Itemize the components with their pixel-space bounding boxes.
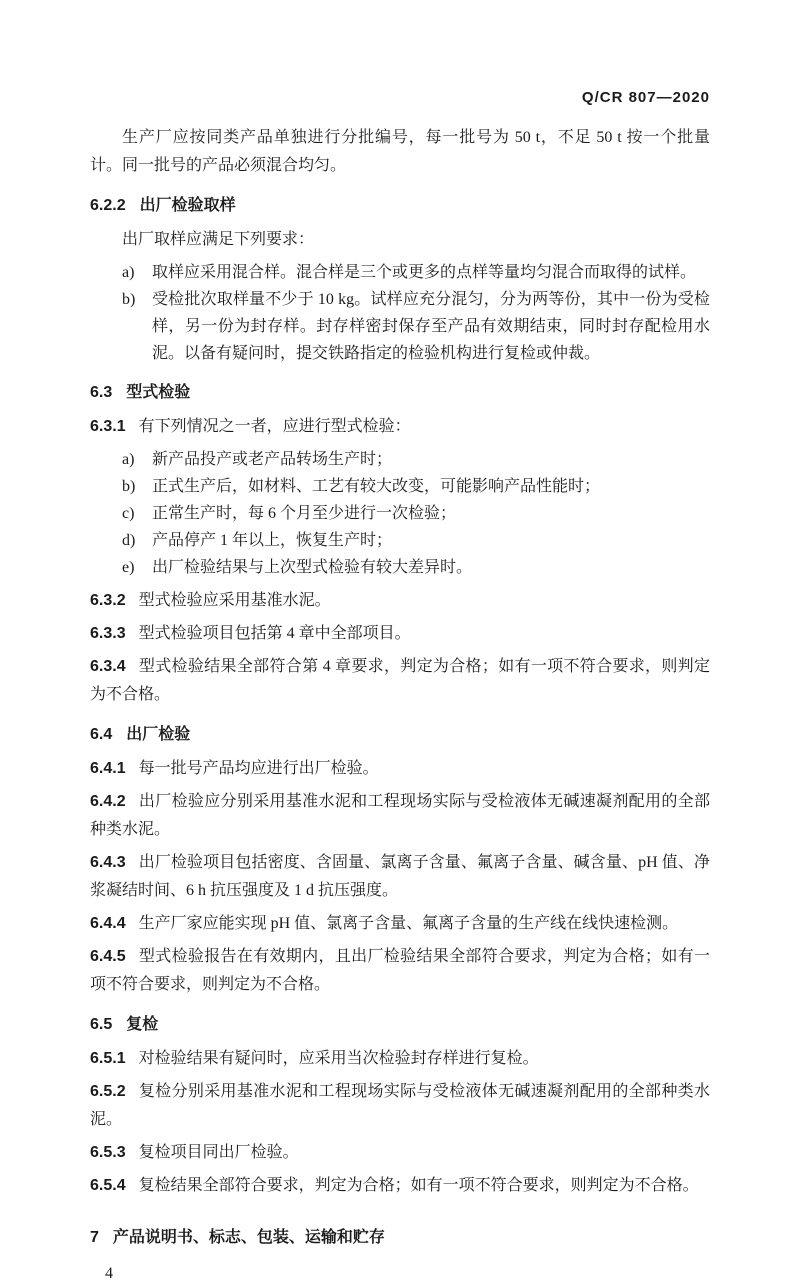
clause-6-5-3 [90, 1139, 710, 1167]
clause-text: 型式检验结果全部符合第 4 章要求，判定为合格；如有一项不符合要求，则判定为不合格。 [90, 658, 710, 703]
clause-number: 6.5.2 [90, 1083, 126, 1100]
section-number: 6.3 [90, 384, 113, 401]
section-number: 6.4 [90, 726, 113, 743]
clause-text: 出厂检验应分别采用基准水泥和工程现场实际与受检液体无碱速凝剂配用的全部种类水泥。 [90, 793, 710, 838]
paragraph-batch-numbering: 生产厂应按同类产品单独进行分批编号，每一批号为 50 t，不足 50 t 按一个批量计。同一批号的产品必须混合均匀。 [90, 129, 710, 174]
clause-text: 生产厂家应能实现 pH 值、氯离子含量、氟离子含量的生产线在线快速检测。 [138, 915, 679, 932]
page-number: 4 [105, 1265, 113, 1282]
list-text: 产品停产 1 年以上，恢复生产时； [152, 532, 393, 549]
list-marker: d) [122, 532, 136, 549]
list-marker: c) [122, 505, 135, 522]
list-item-a [90, 259, 710, 286]
clause-6-4-5 [90, 943, 710, 999]
list-marker: b) [122, 478, 136, 495]
list-marker: a) [122, 451, 135, 468]
type-test-conditions-list [90, 446, 710, 581]
clause-number: 6.4.2 [90, 793, 126, 810]
list-item-e [90, 554, 710, 581]
clause-number: 6.3.4 [90, 658, 126, 675]
clause-text: 复检分别采用基准水泥和工程现场实际与受检液体无碱速凝剂配用的全部种类水泥。 [90, 1083, 710, 1128]
heading-6-4 [90, 721, 710, 749]
section-title: 出厂检验 [126, 726, 191, 743]
heading-6-5 [90, 1011, 710, 1039]
clause-number: 6.5.3 [90, 1144, 126, 1161]
list-item-c [90, 500, 710, 527]
clause-text: 有下列情况之一者，应进行型式检验： [138, 418, 411, 435]
clause-6-5-2 [90, 1078, 710, 1134]
clause-6-3-2 [90, 587, 710, 615]
section-title: 复检 [126, 1016, 159, 1033]
clause-text: 型式检验项目包括第 4 章中全部项目。 [138, 625, 411, 642]
clause-number: 6.3.3 [90, 625, 126, 642]
section-number: 7 [90, 1229, 99, 1246]
clause-6-4-1 [90, 755, 710, 783]
list-item-d [90, 527, 710, 554]
section-title: 型式检验 [126, 384, 191, 401]
heading-7 [90, 1224, 710, 1252]
list-text: 正常生产时，每 6 个月至少进行一次检验； [152, 505, 457, 522]
clause-text: 复检项目同出厂检验。 [138, 1144, 299, 1161]
clause-6-3-3 [90, 620, 710, 648]
clause-number: 6.3.2 [90, 592, 126, 609]
list-item-b [90, 473, 710, 500]
clause-text: 每一批号产品均应进行出厂检验。 [138, 760, 379, 777]
clause-text: 出厂检验项目包括密度、含固量、氯离子含量、氟离子含量、碱含量、pH 值、净浆凝结时间、6 h 抗压强度及 1 d 抗压强度。 [90, 854, 710, 899]
list-text: 取样应采用混合样。混合样是三个或更多的点样等量均匀混合而取得的试样。 [152, 264, 697, 281]
list-text: 出厂检验结果与上次型式检验有较大差异时。 [152, 559, 473, 576]
clause-text: 复检结果全部符合要求，判定为合格；如有一项不符合要求，则判定为不合格。 [138, 1177, 699, 1194]
list-marker: a) [122, 264, 135, 281]
paragraph-sampling-intro: 出厂取样应满足下列要求： [122, 231, 315, 248]
clause-number: 6.5.4 [90, 1177, 126, 1194]
list-marker: e) [122, 559, 135, 576]
sampling-requirements-list [90, 259, 710, 367]
clause-6-4-4 [90, 910, 710, 938]
list-item-a [90, 446, 710, 473]
clause-6-5-1 [90, 1045, 710, 1073]
clause-6-5-4 [90, 1172, 710, 1200]
clause-number: 6.4.1 [90, 760, 126, 777]
clause-6-4-3 [90, 849, 710, 905]
clause-text: 对检验结果有疑问时，应采用当次检验封存样进行复检。 [138, 1050, 539, 1067]
clause-6-3-4 [90, 653, 710, 709]
section-number: 6.5 [90, 1016, 113, 1033]
list-marker: b) [122, 291, 136, 308]
clause-number: 6.3.1 [90, 418, 126, 435]
list-text: 受检批次取样量不少于 10 kg。试样应充分混匀，分为两等份，其中一份为受检样，另一份为封存样。封存样密封保存至产品有效期结束，同时封存配检用水泥。以备有疑问时，提交铁路指定的检验机构进行复检或仲裁。 [152, 291, 710, 362]
clause-6-4-2 [90, 788, 710, 844]
list-text: 新产品投产或老产品转场生产时； [152, 451, 393, 468]
section-number: 6.2.2 [90, 197, 126, 214]
clause-number: 6.4.4 [90, 915, 126, 932]
clause-text: 型式检验报告在有效期内，且出厂检验结果全部符合要求，判定为合格；如有一项不符合要求，则判定为不合格。 [90, 948, 710, 993]
list-item-b [90, 286, 710, 367]
clause-number: 6.5.1 [90, 1050, 126, 1067]
clause-text: 型式检验应采用基准水泥。 [138, 592, 331, 609]
section-title: 出厂检验取样 [139, 197, 236, 214]
list-text: 正式生产后，如材料、工艺有较大改变，可能影响产品性能时； [152, 478, 601, 495]
heading-6-3 [90, 379, 710, 407]
clause-number: 6.4.5 [90, 948, 126, 965]
doc-number-header: Q/CR 807—2020 [581, 89, 710, 106]
clause-6-3-1 [90, 413, 710, 441]
heading-6-2-2 [90, 192, 710, 220]
section-title: 产品说明书、标志、包装、运输和贮存 [112, 1229, 385, 1246]
clause-number: 6.4.3 [90, 854, 126, 871]
